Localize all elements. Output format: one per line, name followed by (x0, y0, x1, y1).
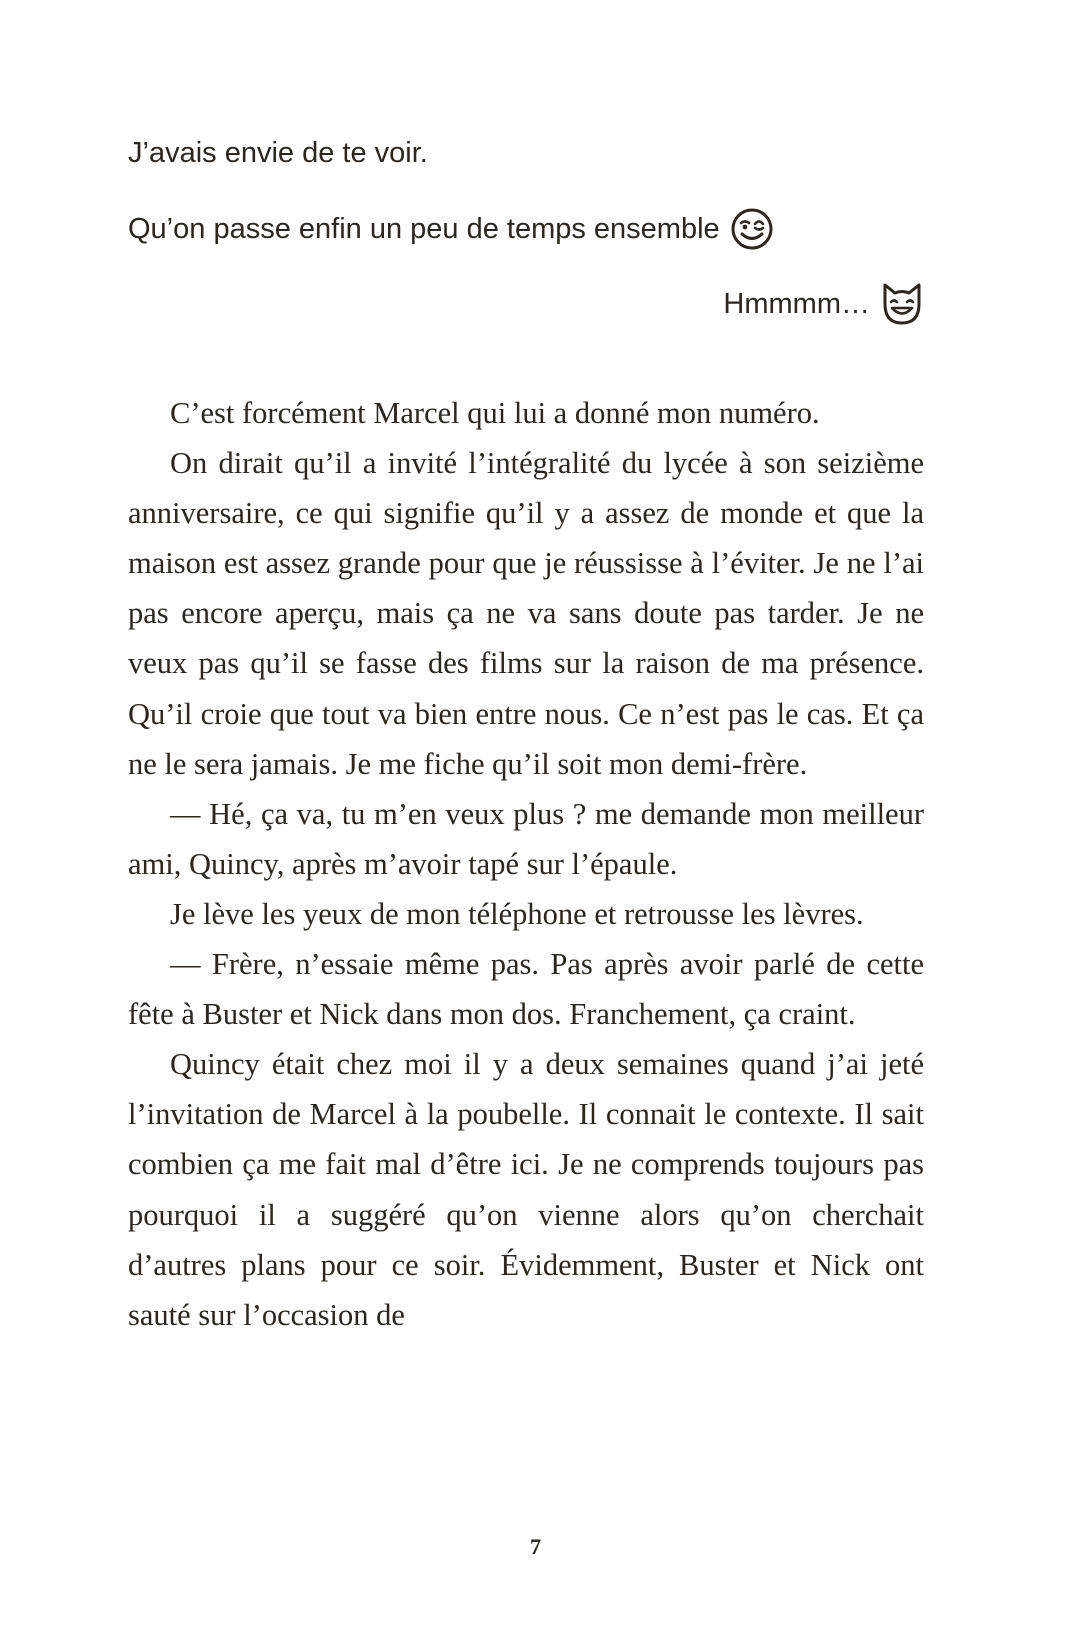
text-message-2 (128, 207, 924, 251)
smiling-cat-devil-icon (880, 282, 924, 326)
paragraph: On dirait qu’il a invité l’intégralité du lycée à son seizième anniversaire, ce qui signifie qu’il y a assez de monde et que la maison est assez grande pour que je réussisse à l’éviter. Je ne l’ai pas encore aperçu, mais ça ne va sans doute pas tarder. Je ne veux pas qu’il se fasse des films sur la raison de ma présence. Qu’il croie que tout va bien entre nous. Ce n’est pas le cas. Et ça ne le sera jamais. Je me fiche qu’il soit mon demi-frère. (128, 446, 924, 781)
winking-face-icon (730, 207, 774, 251)
book-body-text (128, 388, 924, 1340)
paragraph: — Hé, ça va, tu m’en veux plus ? me demande mon meilleur ami, Quincy, après m’avoir tapé sur l’épaule. (128, 796, 924, 881)
page-number: 7 (530, 1534, 541, 1559)
paragraph: Quincy était chez moi il y a deux semaines quand j’ai jeté l’invitation de Marcel à la poubelle. Il connait le contexte. Il sait combien ça me fait mal d’être ici. Je ne comprends toujours pas pourquoi il a suggéré qu’on vienne alors qu’on cherchait d’autres plans pour ce soir. Évidemment, Buster et Nick ont sauté sur l’occasion de (128, 1047, 924, 1332)
text-message-1 (128, 135, 924, 171)
text-message-3 (128, 282, 924, 326)
paragraph: C’est forcément Marcel qui lui a donné mon numéro. (170, 396, 820, 430)
paragraph: Je lève les yeux de mon téléphone et retrousse les lèvres. (170, 896, 864, 931)
text-message-2-text: Qu’on passe enfin un peu de temps ensemble (128, 213, 720, 245)
text-message-3-text: Hmmmm… (723, 288, 870, 320)
text-message-1-text: J’avais envie de te voir. (128, 137, 428, 169)
paragraph: — Frère, n’essaie même pas. Pas après avoir parlé de cette fête à Buster et Nick dans mon dos. Franchement, ça craint. (128, 947, 924, 1032)
